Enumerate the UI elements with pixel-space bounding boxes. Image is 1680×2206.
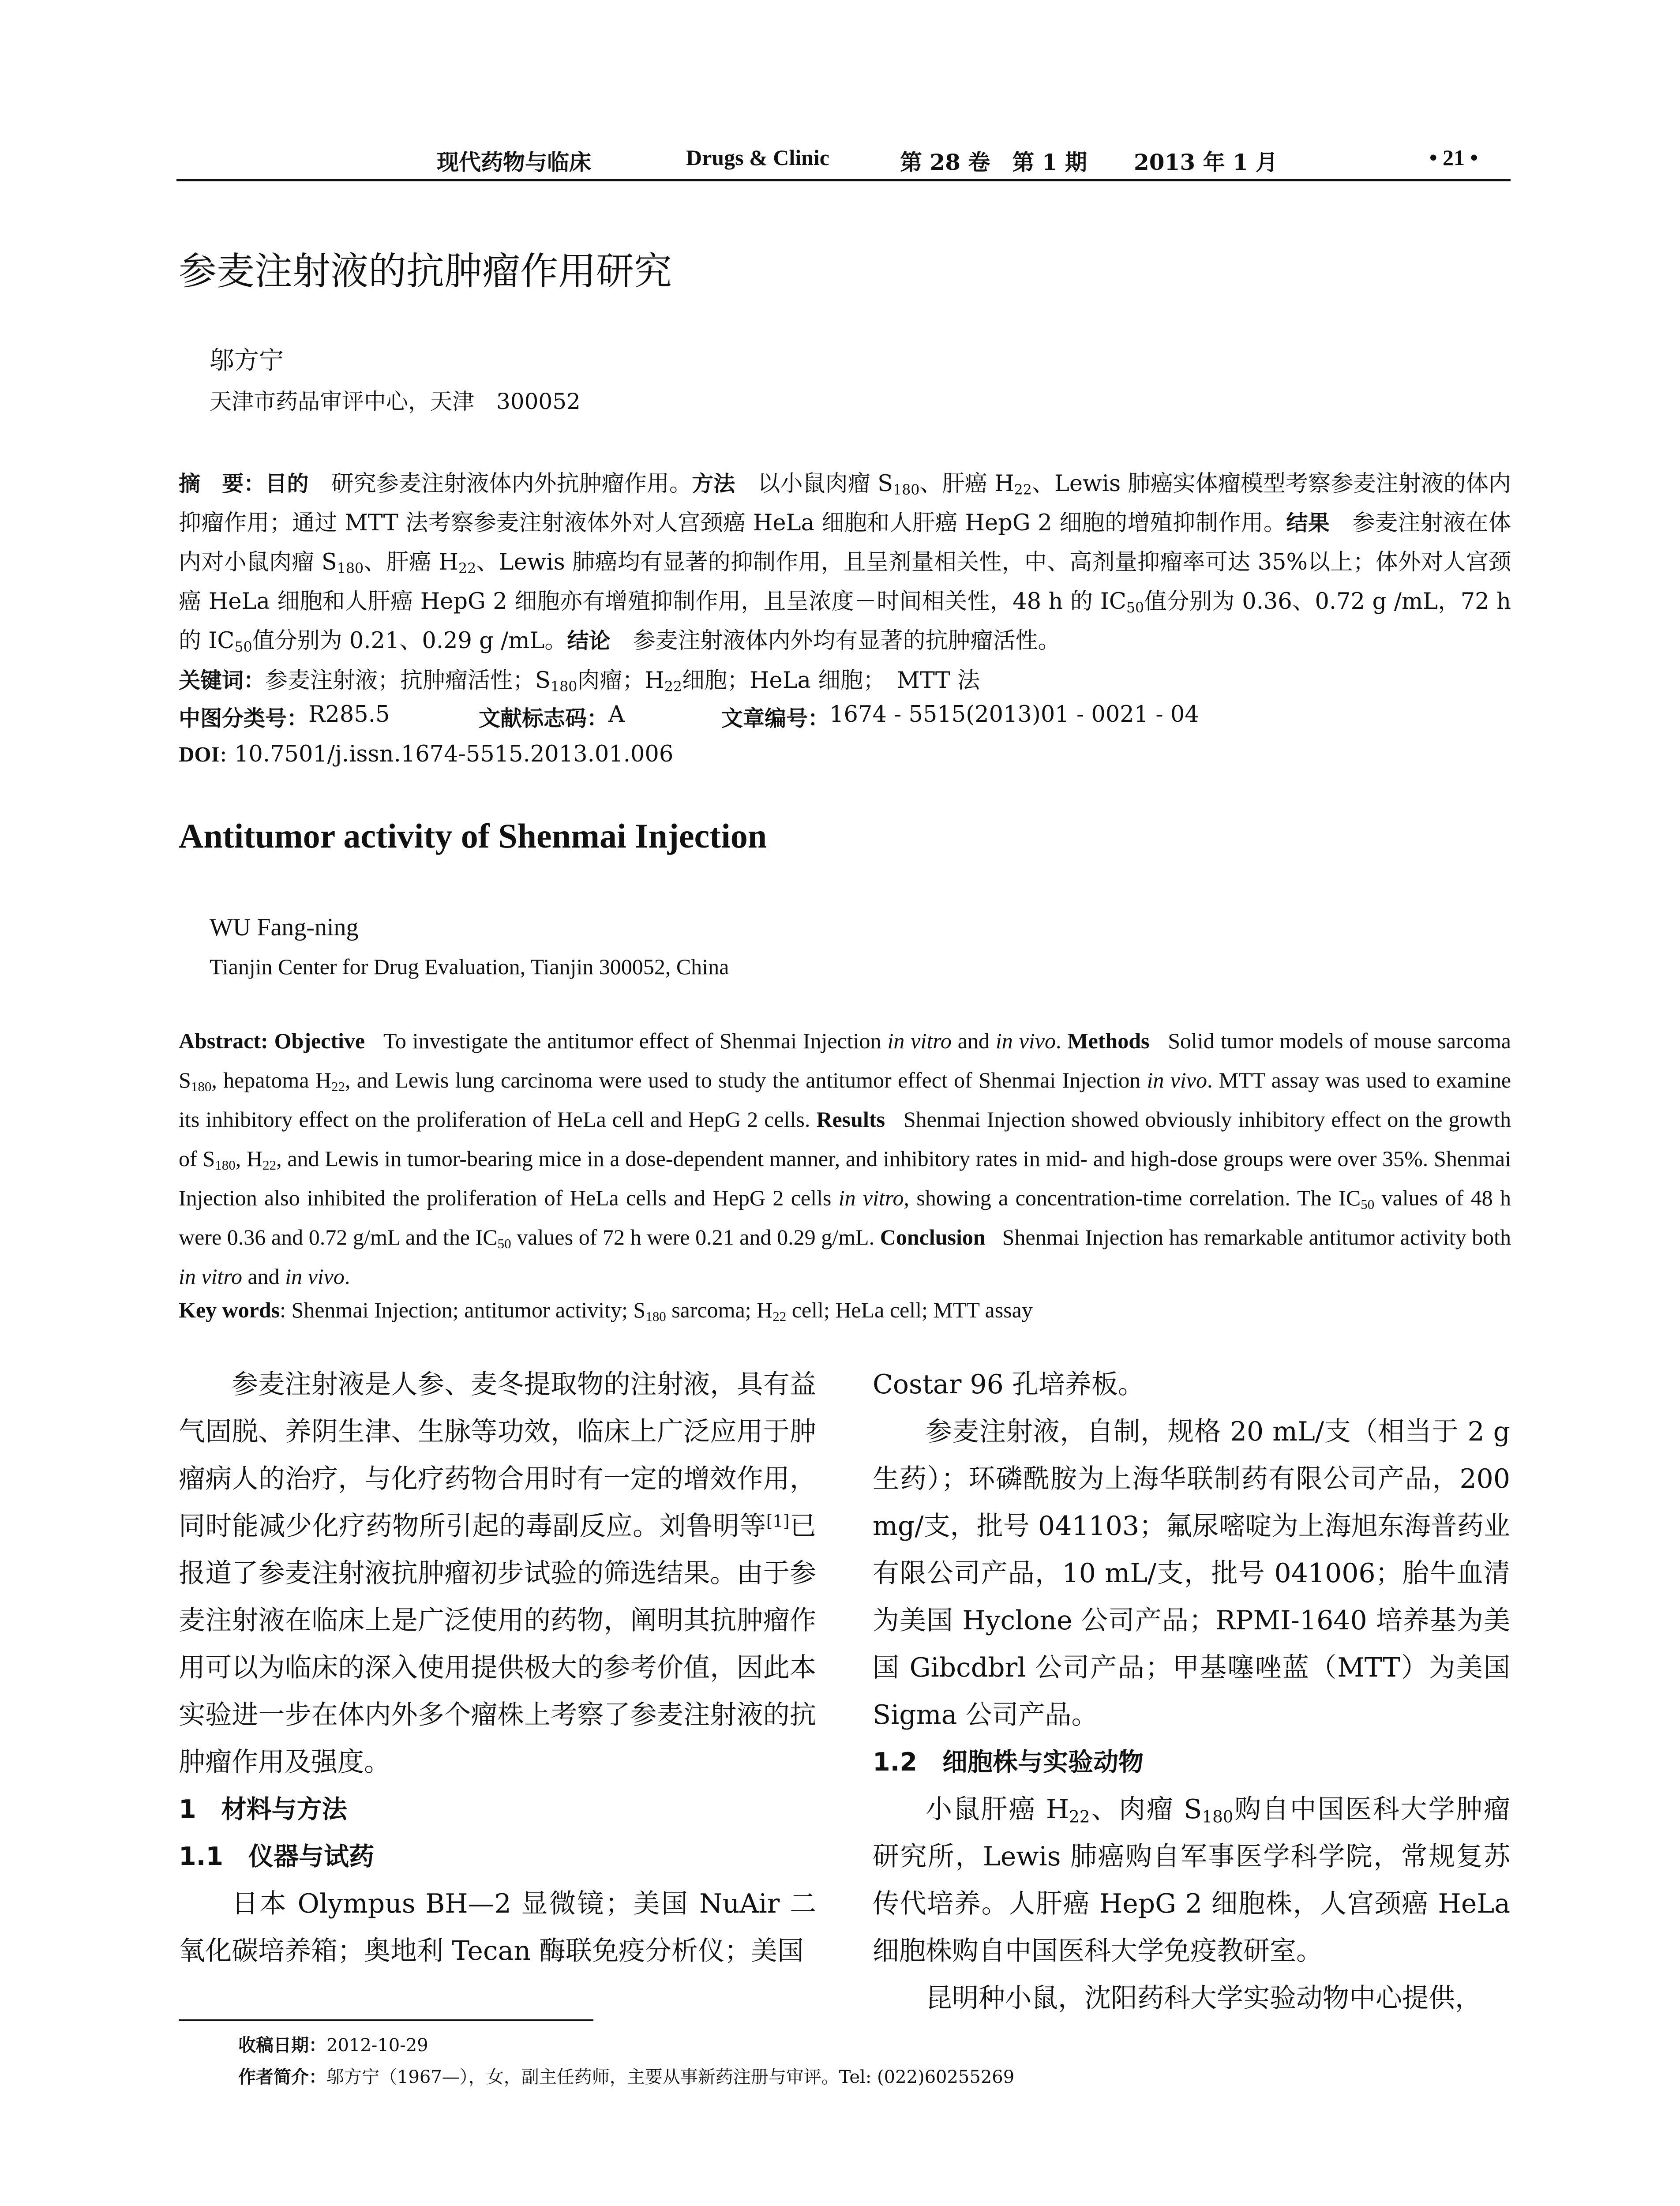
class-label: 中图分类号： [179, 706, 309, 731]
instruments-continued: Costar 96 孔培养板。 [873, 1369, 1144, 1400]
punctuation: . [344, 1264, 350, 1289]
header-rule [176, 179, 1511, 181]
results-text-en: , H [235, 1146, 263, 1171]
subscript: 180 [550, 679, 578, 695]
results-text-en: values of 48 h were 0.36 and 0.72 g/mL and the IC [179, 1186, 1511, 1249]
article-title-cn: 参麦注射液的抗肿瘤作用研究 [179, 249, 672, 293]
subsection-heading: 1.2 细胞株与实验动物 [873, 1748, 1144, 1777]
italic-term: in vitro [887, 1028, 952, 1053]
results-text-cn: 参麦注射液在体内对小鼠肉瘤 S [179, 510, 1511, 575]
affiliation-en: Tianjin Center for Drug Evaluation, Tianjin 300052, China [210, 954, 729, 979]
results-text-en: values of 72 h were 0.21 and 0.29 g/mL. [511, 1225, 875, 1249]
methods-text-en: , hepatoma H [211, 1068, 331, 1092]
keywords-text-cn: 细胞；HeLa 细胞； MTT 法 [682, 668, 980, 694]
objective-text-en: To investigate the antitumor effect of Shenmai Injection [383, 1028, 888, 1053]
keywords-text-en: sarcoma; H [666, 1298, 773, 1322]
cells-paragraph [873, 1786, 1510, 1975]
methods-label-en: Methods [1067, 1028, 1150, 1053]
author-bio [238, 2061, 1014, 2093]
volume-issue: 第 28 卷 第 1 期 [900, 149, 1087, 175]
methods-text-en: . MTT assay was used to examine its inhibitory effect on the proliferation of HeLa cell and HepG 2 cells. [179, 1068, 1511, 1132]
abstract-cn [179, 464, 1511, 660]
document-code [479, 702, 625, 732]
results-text-cn: 值分别为 0.21、0.29 g /mL。 [252, 628, 567, 654]
objective-text-en: and [951, 1028, 996, 1053]
mice-paragraph: 昆明种小鼠，沈阳药科大学实验动物中心提供， [926, 1983, 1481, 2014]
methods-text-en: , and Lewis lung carcinoma were used to study the antitumor effect of Shenmai Injection [345, 1068, 1147, 1092]
article-number [721, 702, 1199, 732]
received-label: 收稿日期： [238, 2035, 326, 2056]
citation-ref: [1] [766, 1511, 790, 1531]
abstract-label-en: Abstract: Objective [179, 1028, 365, 1053]
doc-code-label: 文献标志码： [479, 706, 609, 731]
doc-code-value: A [608, 702, 625, 728]
results-text-cn: 、Lewis 肺癌均有显著的抑制作用，且呈剂量相关性，中、高剂量抑瘤率可达 35%以上；体外对人宫颈癌 HeLa 细胞和人肝癌 HepG 2 细胞亦有增殖抑制作用，且呈浓度－时间相关性，48 h 的 IC [179, 549, 1511, 615]
punctuation: . [1055, 1028, 1061, 1053]
conclusion-text-en: Shenmai Injection has remarkable antitumor activity both [1002, 1225, 1511, 1249]
conclusion-text-en: and [242, 1264, 285, 1289]
doi-value: : 10.7501/j.issn.1674-5515.2013.01.006 [219, 741, 674, 767]
methods-text-cn: 以小鼠肉瘤 S [758, 471, 893, 497]
subscript: 180 [215, 1157, 236, 1173]
keywords-cn [179, 662, 980, 694]
subscript: 180 [337, 560, 364, 577]
cells-text: 小鼠肝癌 H [926, 1794, 1069, 1825]
subscript: 22 [262, 1157, 277, 1173]
article-title-en: Antitumor activity of Shenmai Injection [179, 817, 767, 855]
results-label-en: Results [816, 1107, 885, 1132]
class-number [179, 702, 390, 732]
affiliation-cn: 天津市药品审评中心，天津 300052 [210, 389, 581, 414]
instruments-paragraph: 日本 Olympus BH—2 显微镜；美国 NuAir 二氧化碳培养箱；奥地利 Tecan 酶联免疫分析仪；美国 [179, 1888, 816, 1966]
section-heading: 1 材料与方法 [179, 1795, 347, 1824]
objective-label-cn: 目的 [265, 471, 309, 496]
methods-text-en: Solid tumor models of mouse sarcoma S [179, 1028, 1511, 1092]
conclusion-label-en: Conclusion [880, 1225, 986, 1249]
received-date [238, 2030, 1014, 2061]
keywords-en [179, 1297, 1033, 1323]
reagents-paragraph: 参麦注射液，自制，规格 20 mL/支（相当于 2 g 生药）；环磷酰胺为上海华联制药有限公司产品，200 mg/支，批号 041103；氟尿嘧啶为上海旭东海普药业有限公司产品，10 mL/支，批号 041006；胎牛血清为美国 Hyclone 公司产品；RPMI-1640 培养基为美国 Gibcdbrl 公司产品；甲基噻唑蓝（MTT）为美国 Sigma 公司产品。 [873, 1416, 1510, 1730]
article-no-value: 1674 - 5515(2013)01 - 0021 - 04 [829, 702, 1199, 728]
issue-date: 2013 年 1 月 [1134, 149, 1278, 175]
footnotes [238, 2030, 1014, 2093]
received-value: 2012-10-29 [326, 2035, 428, 2056]
intro-paragraph [179, 1361, 816, 1786]
body-left-column [179, 1361, 816, 1975]
subscript: 22 [331, 1078, 345, 1094]
italic-term: in vitro [179, 1264, 242, 1289]
abstract-en [179, 1021, 1511, 1296]
keywords-text-cn: 参麦注射液；抗肿瘤活性；S [265, 668, 551, 694]
author-bio-label: 作者简介： [238, 2067, 326, 2087]
subscript: 22 [458, 560, 476, 577]
italic-term: in vivo [995, 1028, 1056, 1053]
subscript: 180 [645, 1308, 666, 1324]
author-cn: 邬方宁 [210, 346, 284, 375]
conclusion-text-cn: 参麦注射液体内外均有显著的抗肿瘤活性。 [633, 628, 1061, 654]
classification-line [179, 702, 1511, 732]
intro-text: 已报道了参麦注射液抗肿瘤初步试验的筛选结果。由于参麦注射液在临床上是广泛使用的药物，阐明其抗肿瘤作用可以为临床的深入使用提供极大的参考价值，因此本实验进一步在体内外多个瘤株上考察了参麦注射液的抗肿瘤作用及强度。 [179, 1511, 817, 1778]
doi-label: DOI [179, 742, 220, 766]
keywords-text-en: : Shenmai Injection; antitumor activity; S [280, 1298, 646, 1322]
subscript: 50 [234, 639, 252, 655]
intro-text: 参麦注射液是人参、麦冬提取物的注射液，具有益气固脱、养阴生津、生脉等功效，临床上广泛应用于肿瘤病人的治疗，与化疗药物合用时有一定的增效作用，同时能减少化疗药物所引起的毒副反应。刘鲁明等 [179, 1369, 816, 1542]
italic-term: in vitro [838, 1186, 904, 1210]
cells-text: 、肉瘤 S [1090, 1794, 1202, 1825]
methods-text-cn: 、肝癌 H [919, 471, 1014, 497]
class-value: R285.5 [308, 702, 390, 728]
cells-text: 购自中国医科大学肿瘤研究所，Lewis 肺癌购自军事医学科学院，常规复苏传代培养。人肝癌 HepG 2 细胞株，人宫颈癌 HeLa 细胞株购自中国医科大学免疫教研室。 [873, 1794, 1510, 1966]
subscript: 22 [1069, 1807, 1090, 1827]
methods-label-cn: 方法 [692, 471, 735, 496]
italic-term: in vivo [1147, 1068, 1207, 1092]
subscript: 50 [1361, 1196, 1375, 1212]
journal-name-cn: 现代药物与临床 [437, 150, 591, 175]
subscript: 22 [1014, 482, 1032, 498]
results-text-cn: 值分别为 0.36、0.72 g /mL，72 h 的 IC [179, 589, 1511, 654]
author-bio-value: 邬方宁（1967—），女，副主任药师，主要从事新药注册与审评。Tel: (022)60255269 [326, 2067, 1015, 2087]
keywords-label-en: Key words [179, 1298, 280, 1322]
keywords-text-en: cell; HeLa cell; MTT assay [786, 1298, 1033, 1322]
subscript: 180 [893, 482, 920, 498]
article-no-label: 文章编号： [721, 706, 830, 731]
results-text-cn: 、肝癌 H [364, 549, 458, 575]
body-right-column [873, 1361, 1510, 2022]
italic-term: in vivo [285, 1264, 345, 1289]
results-text-en: , showing a concentration-time correlation. The IC [904, 1186, 1361, 1210]
subscript: 50 [1126, 600, 1144, 616]
results-label-cn: 结果 [1286, 510, 1330, 536]
journal-name-en: Drugs & Clinic [686, 145, 829, 170]
doi [179, 741, 673, 767]
subsection-heading: 1.1 仪器与试药 [179, 1842, 374, 1871]
subscript: 50 [497, 1235, 511, 1251]
results-text-en: , and Lewis in tumor-bearing mice in a dose-dependent manner, and inhibitory rates in mid- and high-dose groups were over 35%. Shenmai Injection also inhibited the proliferation of HeLa cells and HepG 2 cells [179, 1146, 1511, 1210]
subscript: 180 [1202, 1807, 1234, 1827]
abstract-label-cn: 摘 要： [179, 471, 266, 496]
keywords-label-cn: 关键词： [179, 668, 266, 693]
subscript: 22 [664, 679, 682, 695]
conclusion-label-cn: 结论 [567, 628, 611, 653]
keywords-text-cn: 肉瘤；H [577, 668, 664, 694]
page-number: • 21 • [1429, 145, 1478, 170]
running-header [176, 140, 1511, 180]
footnote-rule [179, 2019, 593, 2021]
author-en: WU Fang-ning [210, 914, 359, 941]
subscript: 22 [772, 1308, 787, 1324]
results-text-en: Shenmai Injection showed obviously inhibitory effect on the growth of S [179, 1107, 1511, 1171]
subscript: 180 [191, 1078, 212, 1094]
methods-text-cn: 、Lewis 肺癌实体瘤模型考察参麦注射液的体内抑瘤作用；通过 MTT 法考察参麦注射液体外对人宫颈癌 HeLa 细胞和人肝癌 HepG 2 细胞的增殖抑制作用。 [179, 471, 1511, 536]
objective-text-cn: 研究参麦注射液体内外抗肿瘤作用。 [331, 471, 692, 497]
